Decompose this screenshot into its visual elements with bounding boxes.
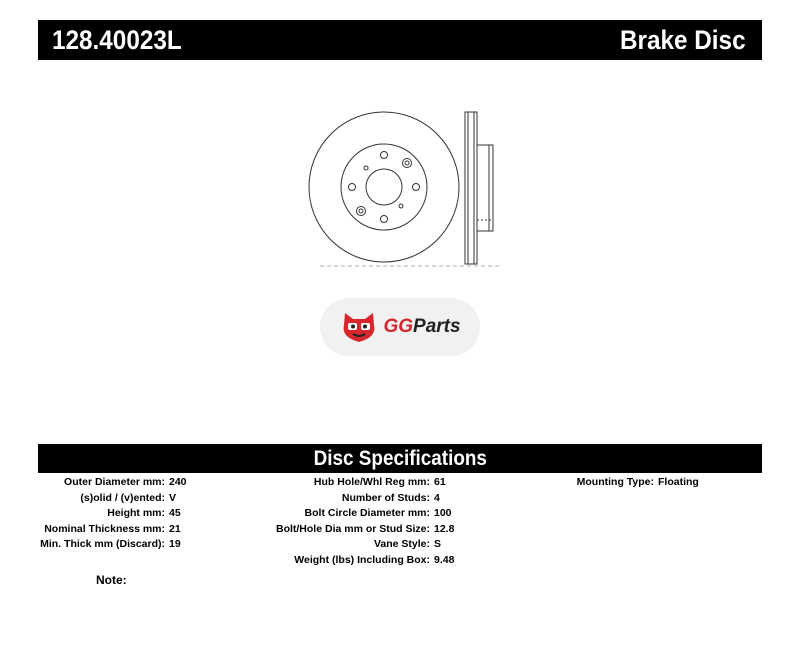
locator-hole-icon — [364, 166, 368, 170]
screw-hole-icon — [403, 159, 412, 168]
product-type: Brake Disc — [620, 24, 746, 55]
spec-value: V — [169, 491, 177, 504]
spec-value: 9.48 — [434, 553, 455, 566]
part-number: 128.40023L — [52, 24, 182, 55]
spec-row — [20, 506, 187, 522]
spec-label: Hub Hole/Whl Reg mm: — [313, 476, 430, 488]
spec-row — [20, 537, 187, 553]
spec-label: Vane Style: — [373, 538, 430, 550]
spec-value: 4 — [434, 491, 440, 504]
bolt-hole-icon — [413, 184, 420, 191]
mascot-face-icon — [339, 309, 379, 345]
specs-column-1 — [20, 475, 187, 553]
bolt-hole-icon — [381, 216, 388, 223]
specs-header — [38, 444, 762, 473]
ggparts-logo — [320, 298, 480, 356]
spec-value: 12.8 — [434, 522, 455, 535]
disc-hat-edge — [341, 144, 427, 230]
spec-label: Weight (lbs) Including Box: — [294, 553, 430, 566]
specs-title: Disc Specifications — [313, 446, 487, 470]
spec-row — [250, 522, 454, 538]
logo-wordmark — [383, 316, 460, 338]
spec-value: 19 — [169, 538, 181, 550]
spec-row — [250, 506, 454, 522]
spec-label: Height mm: — [107, 507, 165, 519]
spec-value: 240 — [169, 476, 187, 488]
spec-label: Outer Diameter mm: — [64, 476, 165, 488]
spec-row — [20, 475, 187, 491]
spec-row — [548, 475, 699, 491]
logo-gg: GG — [383, 316, 414, 337]
disc-center-bore — [366, 169, 402, 205]
spec-row — [250, 491, 454, 507]
spec-row — [250, 537, 454, 553]
spec-row — [250, 475, 454, 491]
logo-parts: Parts — [413, 316, 461, 337]
spec-row — [250, 553, 454, 569]
spec-label: (s)olid / (v)ented: — [80, 491, 165, 504]
spec-label: Min. Thick mm (Discard): — [40, 538, 165, 550]
spec-value: 100 — [434, 507, 452, 519]
spec-value: Floating — [658, 476, 699, 488]
note-label: Note: — [96, 573, 127, 587]
spec-value: 21 — [169, 522, 181, 535]
spec-label: Bolt Circle Diameter mm: — [304, 507, 430, 519]
specs-column-2 — [250, 475, 454, 568]
specs-column-3 — [548, 475, 699, 491]
spec-value: S — [434, 538, 442, 550]
spec-row — [20, 522, 187, 538]
screw-hole-icon — [357, 207, 366, 216]
brake-disc-drawing — [300, 100, 520, 280]
bolt-hole-icon — [381, 152, 388, 159]
spec-label: Number of Studs: — [341, 491, 430, 504]
spec-label: Nominal Thickness mm: — [44, 522, 165, 535]
disc-outer-edge — [309, 112, 459, 262]
spec-label: Bolt/Hole Dia mm or Stud Size: — [275, 522, 430, 535]
spec-value: 61 — [434, 476, 446, 488]
title-bar — [38, 20, 762, 60]
locator-hole-icon — [399, 204, 403, 208]
spec-value: 45 — [169, 507, 181, 519]
disc-side-profile — [465, 112, 493, 264]
spec-label: Mounting Type: — [576, 476, 654, 488]
bolt-hole-icon — [349, 184, 356, 191]
spec-row — [20, 491, 187, 507]
